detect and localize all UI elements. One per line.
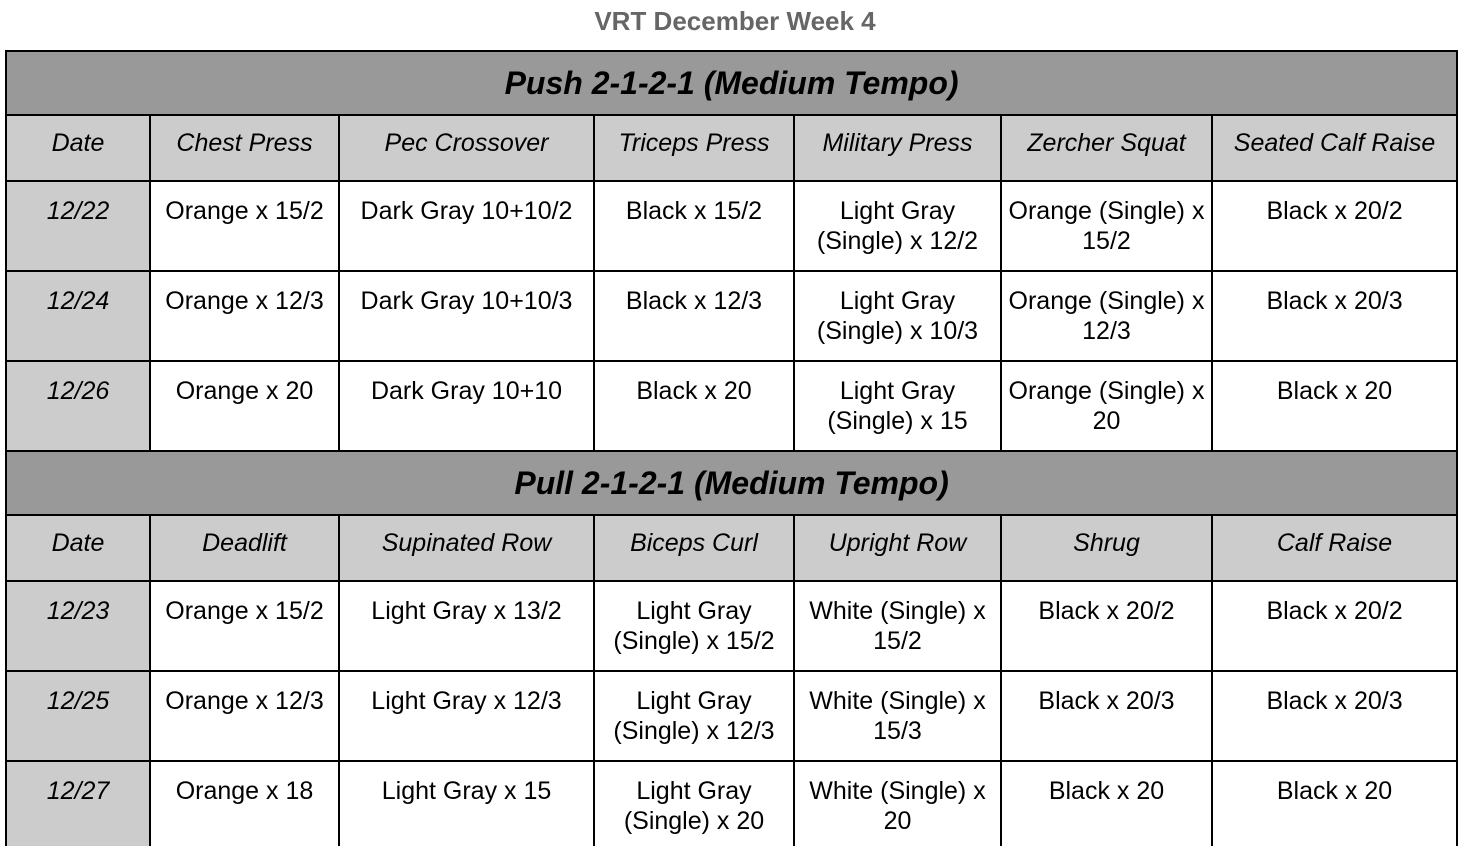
exercise-cell[interactable]: Black x 20/2 — [1001, 581, 1212, 671]
exercise-cell[interactable]: Light Gray (Single) x 12/3 — [594, 671, 794, 761]
column-header[interactable]: Supinated Row — [339, 515, 594, 581]
exercise-cell[interactable]: Black x 20 — [1212, 361, 1457, 451]
table-row — [6, 271, 1457, 361]
date-cell[interactable]: 12/22 — [6, 181, 150, 271]
table-row — [6, 761, 1457, 846]
exercise-cell[interactable]: Light Gray (Single) x 20 — [594, 761, 794, 846]
exercise-cell[interactable]: Orange x 15/2 — [150, 581, 339, 671]
exercise-cell[interactable]: Orange x 12/3 — [150, 271, 339, 361]
table-row — [6, 361, 1457, 451]
exercise-cell[interactable]: Light Gray (Single) x 15 — [794, 361, 1001, 451]
exercise-cell[interactable]: Black x 20 — [1212, 761, 1457, 846]
sheet-title: VRT December Week 4 — [594, 6, 876, 36]
exercise-cell[interactable]: Dark Gray 10+10/3 — [339, 271, 594, 361]
column-header[interactable]: Date — [6, 115, 150, 181]
section-heading-push[interactable]: Push 2-1-2-1 (Medium Tempo) — [6, 51, 1457, 115]
date-cell[interactable]: 12/26 — [6, 361, 150, 451]
column-header[interactable]: Military Press — [794, 115, 1001, 181]
exercise-cell[interactable]: Black x 20 — [594, 361, 794, 451]
exercise-cell[interactable]: Orange (Single) x 15/2 — [1001, 181, 1212, 271]
section-header-row — [6, 51, 1457, 115]
exercise-cell[interactable]: White (Single) x 20 — [794, 761, 1001, 846]
exercise-cell[interactable]: Light Gray x 12/3 — [339, 671, 594, 761]
date-cell[interactable]: 12/24 — [6, 271, 150, 361]
exercise-cell[interactable]: Black x 15/2 — [594, 181, 794, 271]
column-header[interactable]: Calf Raise — [1212, 515, 1457, 581]
exercise-cell[interactable]: Orange x 20 — [150, 361, 339, 451]
table-row — [6, 671, 1457, 761]
column-header[interactable]: Biceps Curl — [594, 515, 794, 581]
table-row — [6, 181, 1457, 271]
exercise-cell[interactable]: Light Gray x 15 — [339, 761, 594, 846]
date-cell[interactable]: 12/23 — [6, 581, 150, 671]
date-cell[interactable]: 12/27 — [6, 761, 150, 846]
column-header[interactable]: Deadlift — [150, 515, 339, 581]
exercise-cell[interactable]: Light Gray (Single) x 15/2 — [594, 581, 794, 671]
exercise-cell[interactable]: White (Single) x 15/3 — [794, 671, 1001, 761]
section-header-row — [6, 451, 1457, 515]
exercise-cell[interactable]: Black x 20/2 — [1212, 181, 1457, 271]
table-row — [6, 581, 1457, 671]
exercise-cell[interactable]: Dark Gray 10+10 — [339, 361, 594, 451]
exercise-cell[interactable]: White (Single) x 15/2 — [794, 581, 1001, 671]
column-header[interactable]: Shrug — [1001, 515, 1212, 581]
exercise-cell[interactable]: Light Gray x 13/2 — [339, 581, 594, 671]
date-cell[interactable]: 12/25 — [6, 671, 150, 761]
exercise-cell[interactable]: Dark Gray 10+10/2 — [339, 181, 594, 271]
column-header-row — [6, 115, 1457, 181]
exercise-cell[interactable]: Light Gray (Single) x 10/3 — [794, 271, 1001, 361]
exercise-cell[interactable]: Orange x 12/3 — [150, 671, 339, 761]
exercise-cell[interactable]: Black x 20/2 — [1212, 581, 1457, 671]
column-header[interactable]: Date — [6, 515, 150, 581]
exercise-cell[interactable]: Orange (Single) x 20 — [1001, 361, 1212, 451]
column-header[interactable]: Upright Row — [794, 515, 1001, 581]
column-header[interactable]: Seated Calf Raise — [1212, 115, 1457, 181]
workout-table — [5, 50, 1458, 846]
exercise-cell[interactable]: Orange x 18 — [150, 761, 339, 846]
column-header[interactable]: Zercher Squat — [1001, 115, 1212, 181]
exercise-cell[interactable]: Orange (Single) x 12/3 — [1001, 271, 1212, 361]
column-header[interactable]: Chest Press — [150, 115, 339, 181]
exercise-cell[interactable]: Black x 12/3 — [594, 271, 794, 361]
column-header-row — [6, 515, 1457, 581]
exercise-cell[interactable]: Black x 20/3 — [1212, 671, 1457, 761]
exercise-cell[interactable]: Orange x 15/2 — [150, 181, 339, 271]
exercise-cell[interactable]: Black x 20 — [1001, 761, 1212, 846]
section-heading-pull[interactable]: Pull 2-1-2-1 (Medium Tempo) — [6, 451, 1457, 515]
column-header[interactable]: Pec Crossover — [339, 115, 594, 181]
exercise-cell[interactable]: Black x 20/3 — [1001, 671, 1212, 761]
exercise-cell[interactable]: Black x 20/3 — [1212, 271, 1457, 361]
exercise-cell[interactable]: Light Gray (Single) x 12/2 — [794, 181, 1001, 271]
column-header[interactable]: Triceps Press — [594, 115, 794, 181]
